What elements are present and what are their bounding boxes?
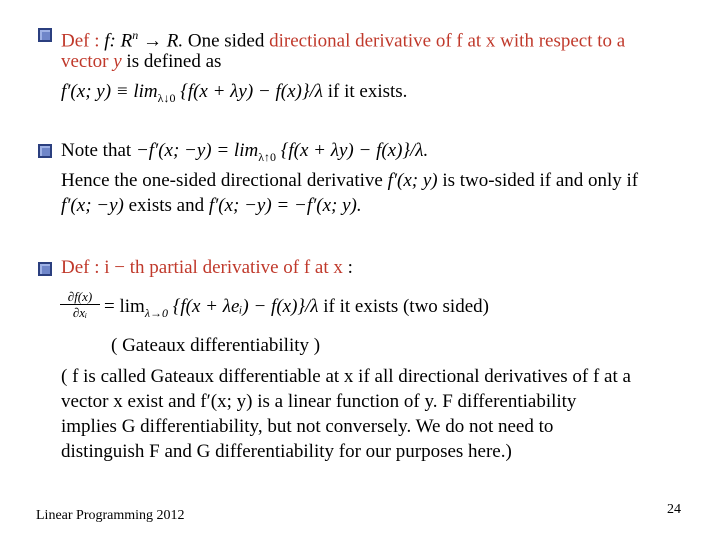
def1-arrow: → R. bbox=[138, 30, 184, 52]
note-fprime: f′(x; y) bbox=[387, 170, 438, 191]
def1-vector: vector bbox=[61, 51, 114, 72]
def2-line1 bbox=[61, 257, 353, 279]
note-line3 bbox=[61, 195, 362, 217]
note-formula: −f′(x; −y) = lim bbox=[135, 140, 259, 161]
def2-prefix: Def : bbox=[61, 257, 105, 278]
para-line-2: vector x exist and f′(x; y) is a linear function of y. F differentiability bbox=[61, 391, 577, 412]
def1-formula-rhs: {f(x + λy) − f(x)}/λ bbox=[175, 81, 323, 102]
def1-line1 bbox=[61, 24, 625, 52]
note-label: Note that bbox=[61, 140, 136, 161]
def1-formula bbox=[61, 81, 407, 109]
def2-colon: : bbox=[342, 257, 353, 278]
para-line-3: implies G differentiability, but not conversely. We do not need to bbox=[61, 416, 554, 437]
def1-formula-lhs: f′(x; y) ≡ lim bbox=[61, 81, 158, 102]
def2-formula bbox=[104, 296, 489, 324]
def2-tail: if it exists (two sided) bbox=[318, 296, 489, 317]
def1-red-text: directional derivative of f at x with respect to a bbox=[269, 30, 626, 52]
def1-tail: if it exists. bbox=[322, 81, 408, 102]
gateaux-caption bbox=[111, 335, 320, 357]
def2-red: i − th partial derivative of f at x bbox=[104, 257, 343, 278]
def1-defined: is defined as bbox=[121, 51, 222, 72]
def1-line2 bbox=[61, 51, 221, 73]
note-line1 bbox=[61, 140, 428, 168]
note-fprime-neg: f′(x; −y) bbox=[61, 195, 124, 216]
note-hence: Hence the one-sided directional derivative bbox=[61, 170, 388, 191]
page-number: 24 bbox=[667, 502, 681, 517]
note-exists: exists and bbox=[123, 195, 209, 216]
gateaux-text: ( Gateaux differentiability ) bbox=[111, 335, 321, 356]
checkbox-bullet-icon bbox=[38, 144, 52, 158]
def2-eq-rest: {f(x + λeᵢ) − f(x)}/λ bbox=[168, 296, 319, 317]
def2-eq: = lim bbox=[104, 296, 145, 317]
def1-prefix: Def : bbox=[61, 30, 105, 52]
note-two-sided: is two-sided if and only if bbox=[437, 170, 639, 191]
fraction-denominator: ∂xᵢ bbox=[72, 305, 88, 320]
def1-sided: One sided bbox=[183, 30, 270, 52]
def1-n: n bbox=[132, 28, 139, 42]
note-formula-rest: {f(x + λy) − f(x)}/λ. bbox=[276, 140, 429, 161]
def1-lim-sub: λ↓0 bbox=[157, 90, 176, 105]
checkbox-bullet-icon bbox=[38, 262, 52, 276]
def1-y: y bbox=[113, 51, 122, 72]
fraction-numerator: ∂f(x) bbox=[60, 289, 100, 305]
def2-lim-sub: λ→0 bbox=[144, 305, 169, 320]
note-line2 bbox=[61, 170, 638, 192]
note-equality: f′(x; −y) = −f′(x; y). bbox=[208, 195, 362, 216]
footer-course: Linear Programming 2012 bbox=[36, 508, 185, 523]
para-line-1: ( f is called Gateaux differentiable at x if all directional derivatives of f at a bbox=[61, 366, 631, 387]
checkbox-bullet-icon bbox=[38, 28, 52, 42]
para-line-4: distinguish F and G differentiability for our purposes here.) bbox=[61, 441, 512, 462]
partial-fraction bbox=[60, 289, 100, 320]
note-lim-sub: λ↑0 bbox=[258, 149, 277, 164]
def1-f: f bbox=[104, 30, 110, 52]
def1-map: : R bbox=[109, 30, 133, 52]
